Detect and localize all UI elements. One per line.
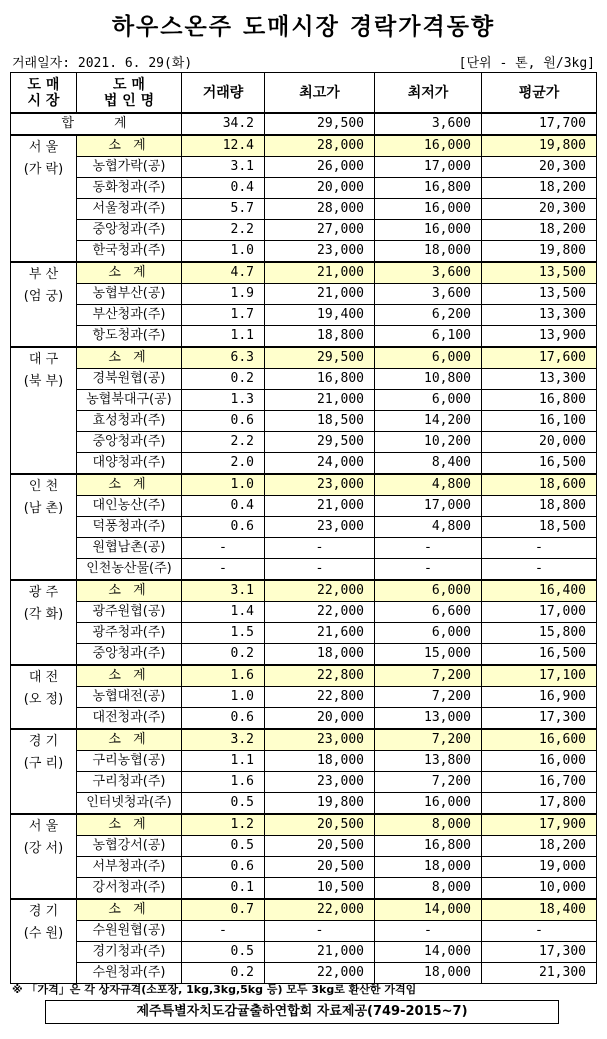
max-price-cell: 21,600 bbox=[265, 623, 375, 644]
volume-cell: 1.0 bbox=[182, 687, 265, 708]
table-row bbox=[11, 369, 597, 390]
company-name: 소 계 bbox=[77, 135, 182, 157]
company-name: 서부청과(주) bbox=[77, 857, 182, 878]
volume-cell: 2.0 bbox=[182, 453, 265, 475]
table-row bbox=[11, 241, 597, 263]
market-name bbox=[11, 135, 77, 262]
volume-cell: 0.6 bbox=[182, 411, 265, 432]
company-name: 동화청과(주) bbox=[77, 178, 182, 199]
company-name: 농협대전(공) bbox=[77, 687, 182, 708]
total-volume: 34.2 bbox=[182, 113, 265, 135]
market-name bbox=[11, 262, 77, 347]
market-name-line: (엄 궁) bbox=[23, 289, 64, 304]
total-row bbox=[11, 113, 597, 135]
volume-cell: 5.7 bbox=[182, 199, 265, 220]
avg-price-cell: 16,000 bbox=[482, 751, 597, 772]
min-price-cell: 15,000 bbox=[375, 644, 482, 666]
min-price-cell: 6,600 bbox=[375, 602, 482, 623]
min-price-cell: 6,200 bbox=[375, 305, 482, 326]
volume-cell: 3.2 bbox=[182, 729, 265, 751]
avg-price-cell: 16,100 bbox=[482, 411, 597, 432]
volume-cell: 0.7 bbox=[182, 899, 265, 921]
volume-cell: 0.6 bbox=[182, 517, 265, 538]
volume-cell: 1.6 bbox=[182, 665, 265, 687]
min-price-cell: 6,000 bbox=[375, 347, 482, 369]
company-name: 원협남촌(공) bbox=[77, 538, 182, 559]
header-company-line1: 도 매 bbox=[113, 76, 145, 93]
market-name-line: 부 산 bbox=[28, 267, 59, 282]
subtotal-row bbox=[11, 899, 597, 921]
market-name bbox=[11, 474, 77, 580]
table-row bbox=[11, 538, 597, 559]
volume-cell: 1.0 bbox=[182, 474, 265, 496]
max-price-cell: 29,500 bbox=[265, 347, 375, 369]
volume-cell: 1.5 bbox=[182, 623, 265, 644]
min-price-cell: 18,000 bbox=[375, 241, 482, 263]
min-price-cell: - bbox=[375, 538, 482, 559]
header-company-line2: 법 인 명 bbox=[103, 92, 155, 109]
volume-cell: 1.9 bbox=[182, 284, 265, 305]
market-name-line: 경 기 bbox=[28, 734, 59, 749]
market-name-line: (각 화) bbox=[23, 607, 64, 622]
avg-price-cell: 19,800 bbox=[482, 135, 597, 157]
table-row bbox=[11, 857, 597, 878]
company-name: 농협강서(공) bbox=[77, 836, 182, 857]
market-name-line: (오 정) bbox=[23, 692, 64, 707]
table-row bbox=[11, 751, 597, 772]
table-row bbox=[11, 836, 597, 857]
max-price-cell: 24,000 bbox=[265, 453, 375, 475]
header-min: 최저가 bbox=[375, 73, 482, 114]
avg-price-cell: 20,300 bbox=[482, 199, 597, 220]
company-name: 광주원협(공) bbox=[77, 602, 182, 623]
avg-price-cell: 21,300 bbox=[482, 963, 597, 984]
volume-cell: 0.1 bbox=[182, 878, 265, 900]
min-price-cell: 16,800 bbox=[375, 178, 482, 199]
volume-cell: 0.2 bbox=[182, 369, 265, 390]
max-price-cell: 28,000 bbox=[265, 199, 375, 220]
company-name: 대인농산(주) bbox=[77, 496, 182, 517]
max-price-cell: 22,000 bbox=[265, 602, 375, 623]
total-label: 합계 bbox=[11, 113, 182, 135]
price-table bbox=[10, 72, 597, 984]
max-price-cell: 20,000 bbox=[265, 708, 375, 730]
table-row bbox=[11, 602, 597, 623]
subtotal-row bbox=[11, 814, 597, 836]
min-price-cell: 13,000 bbox=[375, 708, 482, 730]
avg-price-cell: 10,000 bbox=[482, 878, 597, 900]
min-price-cell: 10,800 bbox=[375, 369, 482, 390]
table-row bbox=[11, 411, 597, 432]
volume-cell: 0.2 bbox=[182, 644, 265, 666]
max-price-cell: 21,000 bbox=[265, 284, 375, 305]
min-price-cell: 7,200 bbox=[375, 772, 482, 793]
min-price-cell: 8,000 bbox=[375, 814, 482, 836]
max-price-cell: 20,500 bbox=[265, 857, 375, 878]
company-name: 중앙청과(주) bbox=[77, 220, 182, 241]
max-price-cell: 27,000 bbox=[265, 220, 375, 241]
volume-cell: 2.2 bbox=[182, 220, 265, 241]
company-name: 구리농협(공) bbox=[77, 751, 182, 772]
max-price-cell: 18,500 bbox=[265, 411, 375, 432]
min-price-cell: 4,800 bbox=[375, 517, 482, 538]
company-name: 부산청과(주) bbox=[77, 305, 182, 326]
max-price-cell: 23,000 bbox=[265, 729, 375, 751]
volume-cell: 0.5 bbox=[182, 836, 265, 857]
max-price-cell: 22,000 bbox=[265, 899, 375, 921]
header-max: 최고가 bbox=[265, 73, 375, 114]
table-row bbox=[11, 708, 597, 730]
max-price-cell: 22,800 bbox=[265, 665, 375, 687]
volume-cell: 12.4 bbox=[182, 135, 265, 157]
market-name-line: 대 구 bbox=[28, 352, 59, 367]
avg-price-cell: 16,500 bbox=[482, 644, 597, 666]
min-price-cell: 17,000 bbox=[375, 496, 482, 517]
company-name: 농협가락(공) bbox=[77, 157, 182, 178]
table-row bbox=[11, 517, 597, 538]
market-name-line: 인 천 bbox=[28, 479, 59, 494]
subtotal-row bbox=[11, 135, 597, 157]
min-price-cell: 18,000 bbox=[375, 857, 482, 878]
max-price-cell: 19,400 bbox=[265, 305, 375, 326]
company-name: 항도청과(주) bbox=[77, 326, 182, 348]
volume-cell: 1.6 bbox=[182, 772, 265, 793]
avg-price-cell: 16,900 bbox=[482, 687, 597, 708]
avg-price-cell: 18,800 bbox=[482, 496, 597, 517]
market-name-line: (강 서) bbox=[23, 841, 64, 856]
max-price-cell: 16,800 bbox=[265, 369, 375, 390]
table-row bbox=[11, 157, 597, 178]
company-name: 경북원협(공) bbox=[77, 369, 182, 390]
avg-price-cell: - bbox=[482, 921, 597, 942]
min-price-cell: 3,600 bbox=[375, 262, 482, 284]
subtotal-row bbox=[11, 262, 597, 284]
min-price-cell: - bbox=[375, 559, 482, 581]
avg-price-cell: 19,000 bbox=[482, 857, 597, 878]
volume-cell: 1.0 bbox=[182, 241, 265, 263]
table-row bbox=[11, 220, 597, 241]
company-name: 대양청과(주) bbox=[77, 453, 182, 475]
table-row bbox=[11, 496, 597, 517]
market-name-line: (가 락) bbox=[23, 162, 64, 177]
table-row bbox=[11, 644, 597, 666]
max-price-cell: 21,000 bbox=[265, 942, 375, 963]
avg-price-cell: 13,500 bbox=[482, 262, 597, 284]
table-row bbox=[11, 390, 597, 411]
market-name bbox=[11, 814, 77, 899]
market-name-line: (북 부) bbox=[23, 374, 64, 389]
market-name-line: 대 전 bbox=[28, 670, 59, 685]
volume-cell: 0.6 bbox=[182, 857, 265, 878]
min-price-cell: 13,800 bbox=[375, 751, 482, 772]
header-market-line2: 시 장 bbox=[27, 92, 60, 109]
market-name bbox=[11, 665, 77, 729]
volume-cell: 1.1 bbox=[182, 751, 265, 772]
volume-cell: 0.5 bbox=[182, 942, 265, 963]
company-name: 농협북대구(공) bbox=[77, 390, 182, 411]
avg-price-cell: 13,500 bbox=[482, 284, 597, 305]
max-price-cell: 20,500 bbox=[265, 836, 375, 857]
subtotal-row bbox=[11, 580, 597, 602]
company-name: 강서청과(주) bbox=[77, 878, 182, 900]
min-price-cell: 3,600 bbox=[375, 284, 482, 305]
table-row bbox=[11, 453, 597, 475]
volume-cell: 1.2 bbox=[182, 814, 265, 836]
volume-cell: 0.2 bbox=[182, 963, 265, 984]
market-name bbox=[11, 580, 77, 665]
company-name: 인천농산물(주) bbox=[77, 559, 182, 581]
table-row bbox=[11, 623, 597, 644]
avg-price-cell: 17,900 bbox=[482, 814, 597, 836]
max-price-cell: - bbox=[265, 559, 375, 581]
company-name: 덕풍청과(주) bbox=[77, 517, 182, 538]
min-price-cell: 17,000 bbox=[375, 157, 482, 178]
volume-cell: - bbox=[182, 538, 265, 559]
table-row bbox=[11, 326, 597, 348]
company-name: 소 계 bbox=[77, 474, 182, 496]
volume-cell: 3.1 bbox=[182, 580, 265, 602]
avg-price-cell: 16,700 bbox=[482, 772, 597, 793]
volume-cell: 0.6 bbox=[182, 708, 265, 730]
max-price-cell: 18,800 bbox=[265, 326, 375, 348]
avg-price-cell: - bbox=[482, 538, 597, 559]
company-name: 중앙청과(주) bbox=[77, 432, 182, 453]
unit-label: [단위 - 톤, 원/3kg] bbox=[458, 56, 595, 71]
max-price-cell: 19,800 bbox=[265, 793, 375, 815]
market-name-line: (구 리) bbox=[23, 756, 64, 771]
total-max: 29,500 bbox=[265, 113, 375, 135]
page-title: 하우스온주 도매시장 경락가격동향 bbox=[111, 14, 496, 40]
price-note: ※ 「가격」은 각 상자규격(소포장, 1kg,3kg,5kg 등) 모두 3kg로 환산한 가격임 bbox=[12, 983, 417, 996]
avg-price-cell: 16,600 bbox=[482, 729, 597, 751]
table-row bbox=[11, 284, 597, 305]
market-name-line: 광 주 bbox=[28, 585, 59, 600]
max-price-cell: 22,800 bbox=[265, 687, 375, 708]
volume-cell: 4.7 bbox=[182, 262, 265, 284]
volume-cell: 2.2 bbox=[182, 432, 265, 453]
max-price-cell: 26,000 bbox=[265, 157, 375, 178]
avg-price-cell: 20,300 bbox=[482, 157, 597, 178]
trade-date: 거래일자: 2021. 6. 29(화) bbox=[12, 56, 193, 71]
company-name: 수원원협(공) bbox=[77, 921, 182, 942]
subtotal-row bbox=[11, 347, 597, 369]
company-name: 수원청과(주) bbox=[77, 963, 182, 984]
max-price-cell: 22,000 bbox=[265, 580, 375, 602]
volume-cell: - bbox=[182, 559, 265, 581]
avg-price-cell: 18,600 bbox=[482, 474, 597, 496]
min-price-cell: - bbox=[375, 921, 482, 942]
max-price-cell: 20,500 bbox=[265, 814, 375, 836]
source-footer: 제주특별자치도감귤출하연합회 자료제공(749-2015~7) bbox=[45, 1000, 559, 1024]
avg-price-cell: 13,300 bbox=[482, 369, 597, 390]
company-name: 광주청과(주) bbox=[77, 623, 182, 644]
company-name: 서울청과(주) bbox=[77, 199, 182, 220]
market-name-line: (수 원) bbox=[23, 926, 64, 941]
volume-cell: 1.1 bbox=[182, 326, 265, 348]
total-avg: 17,700 bbox=[482, 113, 597, 135]
avg-price-cell: 17,300 bbox=[482, 942, 597, 963]
company-name: 중앙청과(주) bbox=[77, 644, 182, 666]
table-row bbox=[11, 687, 597, 708]
max-price-cell: 23,000 bbox=[265, 474, 375, 496]
max-price-cell: 10,500 bbox=[265, 878, 375, 900]
volume-cell: 0.4 bbox=[182, 496, 265, 517]
market-name bbox=[11, 729, 77, 814]
max-price-cell: - bbox=[265, 921, 375, 942]
min-price-cell: 6,000 bbox=[375, 390, 482, 411]
avg-price-cell: 18,200 bbox=[482, 178, 597, 199]
min-price-cell: 10,200 bbox=[375, 432, 482, 453]
max-price-cell: 23,000 bbox=[265, 772, 375, 793]
avg-price-cell: 20,000 bbox=[482, 432, 597, 453]
table-row bbox=[11, 305, 597, 326]
max-price-cell: 21,000 bbox=[265, 390, 375, 411]
volume-cell: 1.3 bbox=[182, 390, 265, 411]
avg-price-cell: 19,800 bbox=[482, 241, 597, 263]
volume-cell: 0.4 bbox=[182, 178, 265, 199]
table-row bbox=[11, 772, 597, 793]
max-price-cell: 20,000 bbox=[265, 178, 375, 199]
avg-price-cell: 17,800 bbox=[482, 793, 597, 815]
total-min: 3,600 bbox=[375, 113, 482, 135]
min-price-cell: 16,800 bbox=[375, 836, 482, 857]
market-name-line: 서 울 bbox=[28, 140, 59, 155]
subtotal-row bbox=[11, 474, 597, 496]
avg-price-cell: 17,300 bbox=[482, 708, 597, 730]
company-name: 소 계 bbox=[77, 665, 182, 687]
company-name: 소 계 bbox=[77, 729, 182, 751]
volume-cell: 0.5 bbox=[182, 793, 265, 815]
table-row bbox=[11, 199, 597, 220]
max-price-cell: 21,000 bbox=[265, 496, 375, 517]
market-name-line: 경 기 bbox=[28, 904, 59, 919]
max-price-cell: 23,000 bbox=[265, 517, 375, 538]
max-price-cell: 18,000 bbox=[265, 751, 375, 772]
min-price-cell: 7,200 bbox=[375, 729, 482, 751]
avg-price-cell: 17,600 bbox=[482, 347, 597, 369]
avg-price-cell: 17,000 bbox=[482, 602, 597, 623]
header-avg: 평균가 bbox=[482, 73, 597, 114]
min-price-cell: 6,100 bbox=[375, 326, 482, 348]
min-price-cell: 14,000 bbox=[375, 942, 482, 963]
company-name: 농협부산(공) bbox=[77, 284, 182, 305]
max-price-cell: 21,000 bbox=[265, 262, 375, 284]
volume-cell: 1.7 bbox=[182, 305, 265, 326]
min-price-cell: 6,000 bbox=[375, 623, 482, 644]
max-price-cell: - bbox=[265, 538, 375, 559]
avg-price-cell: 18,400 bbox=[482, 899, 597, 921]
min-price-cell: 16,000 bbox=[375, 793, 482, 815]
table-header-row bbox=[11, 73, 597, 114]
company-name: 소 계 bbox=[77, 347, 182, 369]
max-price-cell: 18,000 bbox=[265, 644, 375, 666]
market-name-line: 서 울 bbox=[28, 819, 59, 834]
max-price-cell: 28,000 bbox=[265, 135, 375, 157]
subtotal-row bbox=[11, 665, 597, 687]
min-price-cell: 7,200 bbox=[375, 665, 482, 687]
avg-price-cell: 16,800 bbox=[482, 390, 597, 411]
min-price-cell: 16,000 bbox=[375, 199, 482, 220]
header-market-line1: 도 매 bbox=[27, 76, 60, 93]
min-price-cell: 16,000 bbox=[375, 220, 482, 241]
table-row bbox=[11, 942, 597, 963]
company-name: 한국청과(주) bbox=[77, 241, 182, 263]
volume-cell: 3.1 bbox=[182, 157, 265, 178]
avg-price-cell: 15,800 bbox=[482, 623, 597, 644]
min-price-cell: 7,200 bbox=[375, 687, 482, 708]
max-price-cell: 29,500 bbox=[265, 432, 375, 453]
avg-price-cell: 18,200 bbox=[482, 220, 597, 241]
table-row bbox=[11, 432, 597, 453]
avg-price-cell: 13,900 bbox=[482, 326, 597, 348]
company-name: 구리청과(주) bbox=[77, 772, 182, 793]
volume-cell: 1.4 bbox=[182, 602, 265, 623]
market-name-line: (남 촌) bbox=[23, 501, 64, 516]
min-price-cell: 8,000 bbox=[375, 878, 482, 900]
volume-cell: 6.3 bbox=[182, 347, 265, 369]
company-name: 효성청과(주) bbox=[77, 411, 182, 432]
max-price-cell: 22,000 bbox=[265, 963, 375, 984]
volume-cell: - bbox=[182, 921, 265, 942]
min-price-cell: 18,000 bbox=[375, 963, 482, 984]
max-price-cell: 23,000 bbox=[265, 241, 375, 263]
min-price-cell: 14,000 bbox=[375, 899, 482, 921]
company-name: 대전청과(주) bbox=[77, 708, 182, 730]
min-price-cell: 8,400 bbox=[375, 453, 482, 475]
avg-price-cell: 13,300 bbox=[482, 305, 597, 326]
table-row bbox=[11, 793, 597, 815]
table-row bbox=[11, 178, 597, 199]
header-volume: 거래량 bbox=[182, 73, 265, 114]
company-name: 소 계 bbox=[77, 262, 182, 284]
avg-price-cell: 16,400 bbox=[482, 580, 597, 602]
market-name bbox=[11, 347, 77, 474]
table-row bbox=[11, 559, 597, 581]
min-price-cell: 4,800 bbox=[375, 474, 482, 496]
avg-price-cell: 18,200 bbox=[482, 836, 597, 857]
min-price-cell: 14,200 bbox=[375, 411, 482, 432]
avg-price-cell: 18,500 bbox=[482, 517, 597, 538]
avg-price-cell: - bbox=[482, 559, 597, 581]
table-row bbox=[11, 878, 597, 900]
avg-price-cell: 17,100 bbox=[482, 665, 597, 687]
avg-price-cell: 16,500 bbox=[482, 453, 597, 475]
company-name: 소 계 bbox=[77, 899, 182, 921]
min-price-cell: 16,000 bbox=[375, 135, 482, 157]
company-name: 경기청과(주) bbox=[77, 942, 182, 963]
company-name: 소 계 bbox=[77, 580, 182, 602]
market-name bbox=[11, 899, 77, 984]
min-price-cell: 6,000 bbox=[375, 580, 482, 602]
header-company bbox=[77, 73, 182, 114]
table-row bbox=[11, 921, 597, 942]
subtotal-row bbox=[11, 729, 597, 751]
company-name: 소 계 bbox=[77, 814, 182, 836]
header-market bbox=[11, 73, 77, 114]
company-name: 인터넷청과(주) bbox=[77, 793, 182, 815]
